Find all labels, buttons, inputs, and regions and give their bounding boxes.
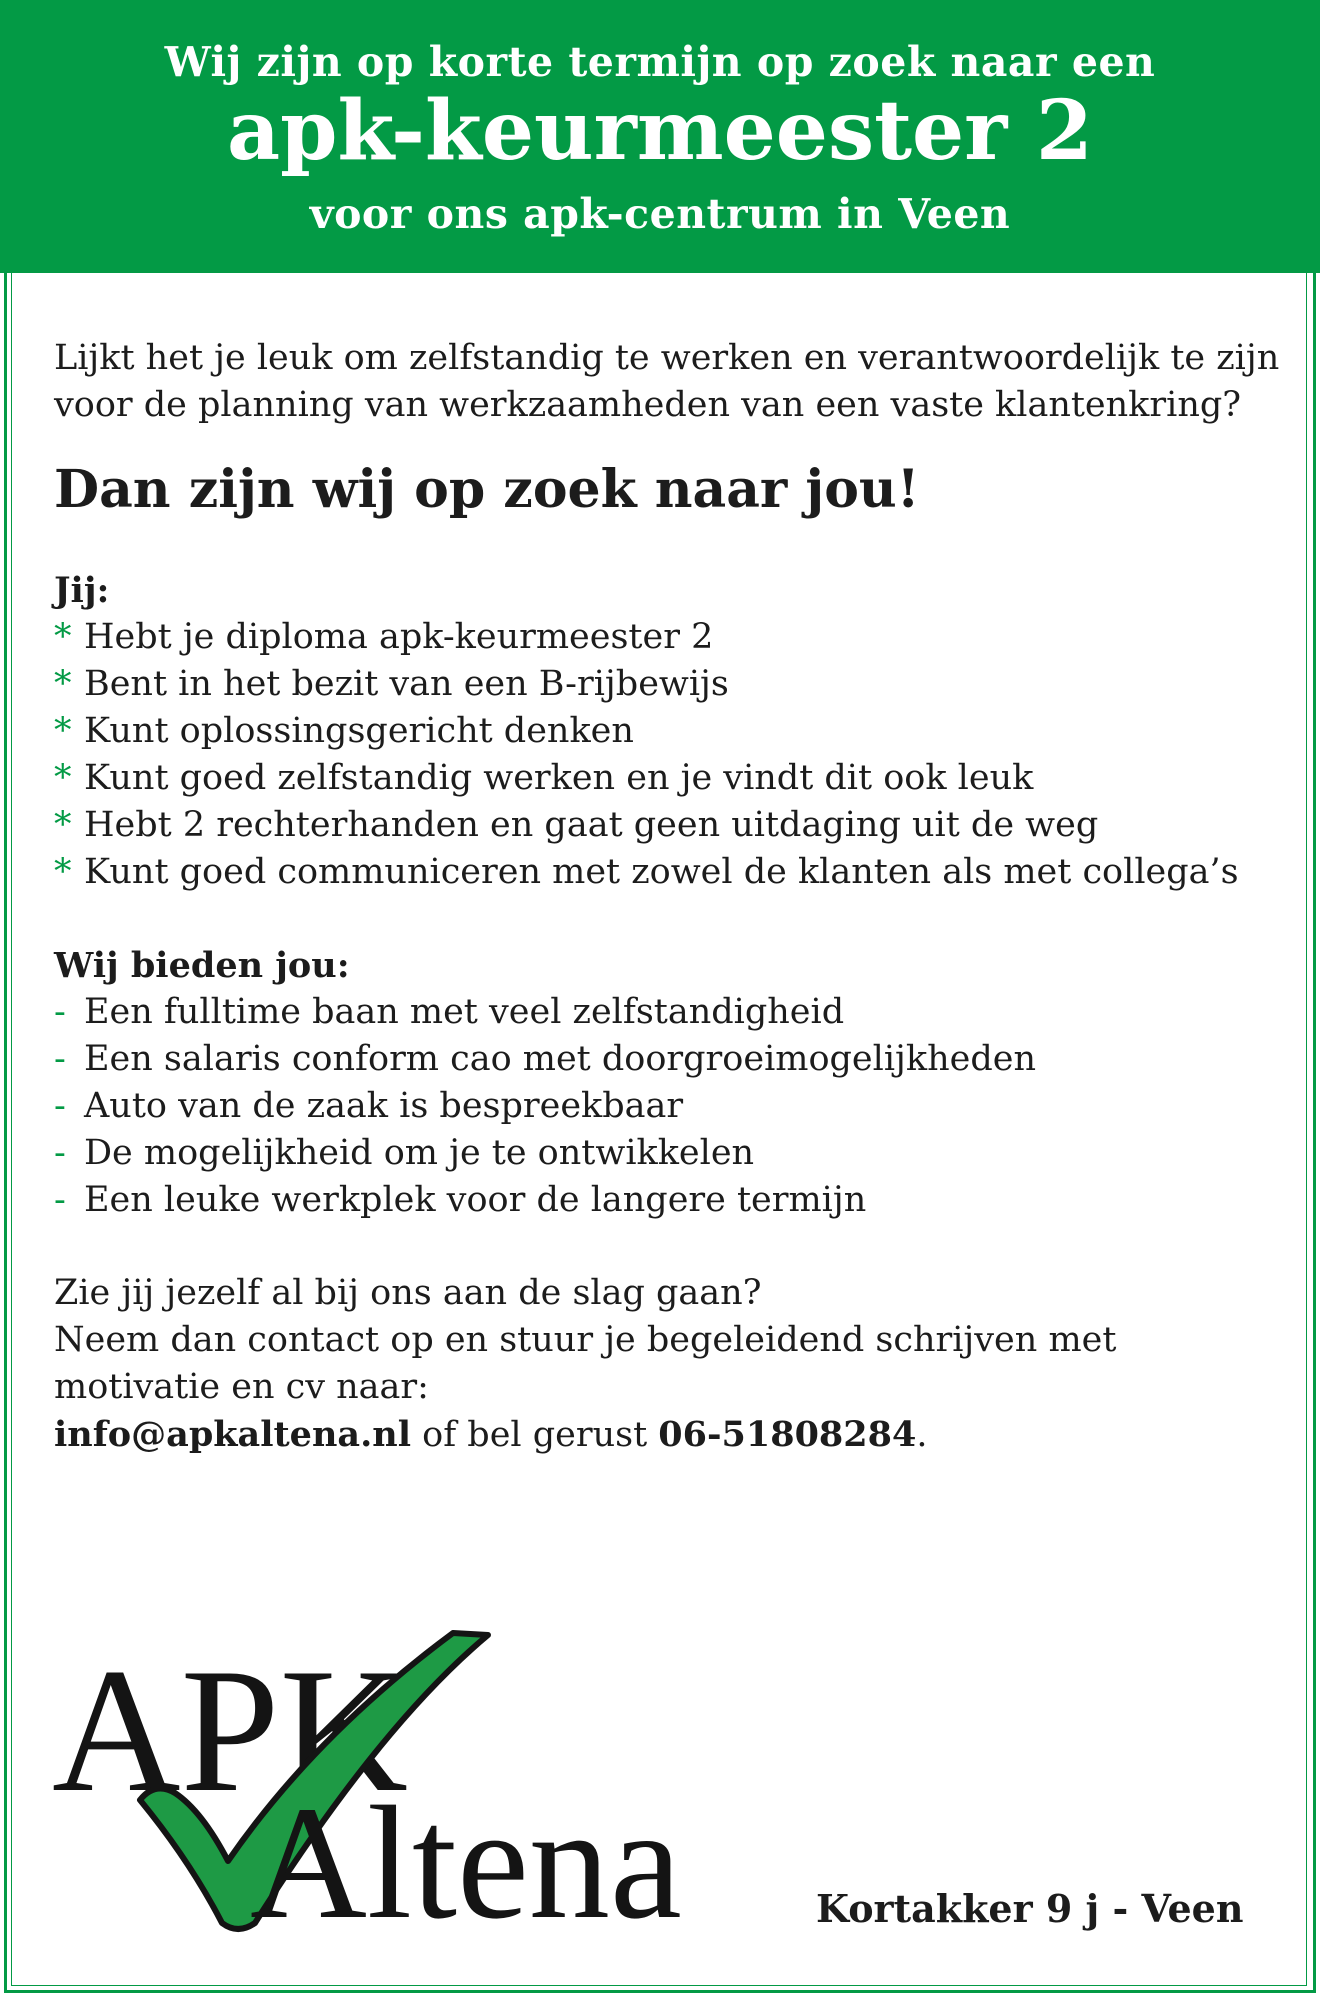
requirements-list <box>54 614 1284 896</box>
list-item-text: Kunt goed zelfstandig werken en je vindt dit ook leuk <box>84 758 1034 798</box>
list-item-text: Auto van de zaak is bespreekbaar <box>84 1086 684 1126</box>
list-item-text: Een fulltime baan met veel zelfstandigheid <box>84 992 845 1032</box>
list-item <box>54 849 1284 896</box>
requirements-title: Jij: <box>54 570 110 611</box>
asterisk-bullet: * <box>54 664 72 704</box>
asterisk-bullet: * <box>54 711 72 751</box>
list-item <box>54 661 1284 708</box>
asterisk-bullet: * <box>54 758 72 798</box>
list-item-text: Bent in het bezit van een B-rijbewijs <box>84 664 729 704</box>
phone-number[interactable]: 06-51808284 <box>658 1414 917 1455</box>
logo-word-apk: APK <box>52 1631 409 1829</box>
address: Kortakker 9 j - Veen <box>816 1886 1244 1931</box>
list-item <box>54 1083 1284 1130</box>
list-item <box>54 614 1284 661</box>
list-item <box>54 802 1284 849</box>
list-item-text: Kunt oplossingsgericht denken <box>84 711 634 751</box>
vacancy-body <box>54 335 1284 1459</box>
dash-bullet: - <box>54 992 66 1032</box>
list-item <box>54 1177 1284 1224</box>
list-item-text: Een leuke werkplek voor de langere termijn <box>84 1180 867 1220</box>
dash-bullet: - <box>54 1133 66 1173</box>
dash-bullet: - <box>54 1086 66 1126</box>
logo-word-altena: Altena <box>250 1774 682 1935</box>
dash-bullet: - <box>54 1180 66 1220</box>
list-item <box>54 1036 1284 1083</box>
intro-paragraph: Lijkt het je leuk om zelfstandig te werken en verantwoordelijk te zijn voor de planning van werkzaamheden van een vaste klantenkring? <box>54 338 1280 425</box>
list-item-text: Hebt je diploma apk-keurmeester 2 <box>84 617 714 657</box>
lead-heading: Dan zijn wij op zoek naar jou! <box>54 459 920 520</box>
offer-title: Wij bieden jou: <box>54 945 350 986</box>
list-item <box>54 989 1284 1036</box>
dash-bullet: - <box>54 1039 66 1079</box>
asterisk-bullet: * <box>54 617 72 657</box>
contact-block <box>54 1270 1284 1459</box>
contact-question: Zie jij jezelf al bij ons aan de slag gaan? <box>54 1273 762 1313</box>
list-item-text: Hebt 2 rechterhanden en gaat geen uitdaging uit de weg <box>84 805 1099 845</box>
list-item <box>54 755 1284 802</box>
contact-instruction: Neem dan contact op en stuur je begeleidend schrijven met motivatie en cv naar: <box>54 1320 1117 1407</box>
list-item-text: Een salaris conform cao met doorgroeimogelijkheden <box>84 1039 1037 1079</box>
asterisk-bullet: * <box>54 852 72 892</box>
contact-connector: of bel gerust <box>411 1415 659 1455</box>
list-item-text: Kunt goed communiceren met zowel de klanten als met collega’s <box>84 852 1239 892</box>
list-item <box>54 1130 1284 1177</box>
offer-list <box>54 989 1284 1224</box>
email-link[interactable]: info@apkaltena.nl <box>54 1414 412 1455</box>
asterisk-bullet: * <box>54 805 72 845</box>
job-title: apk-keurmeester 2 <box>227 83 1093 179</box>
contact-end: . <box>916 1415 928 1455</box>
list-item-text: De mogelijkheid om je te ontwikkelen <box>84 1133 755 1173</box>
header-banner <box>0 0 1320 273</box>
apk-altena-logo <box>50 1625 790 1935</box>
list-item <box>54 708 1284 755</box>
header-location-line: voor ons apk-centrum in Veen <box>309 190 1011 238</box>
header-intro-line: Wij zijn op korte termijn op zoek naar een <box>164 38 1156 86</box>
contact-details <box>54 1411 1284 1459</box>
